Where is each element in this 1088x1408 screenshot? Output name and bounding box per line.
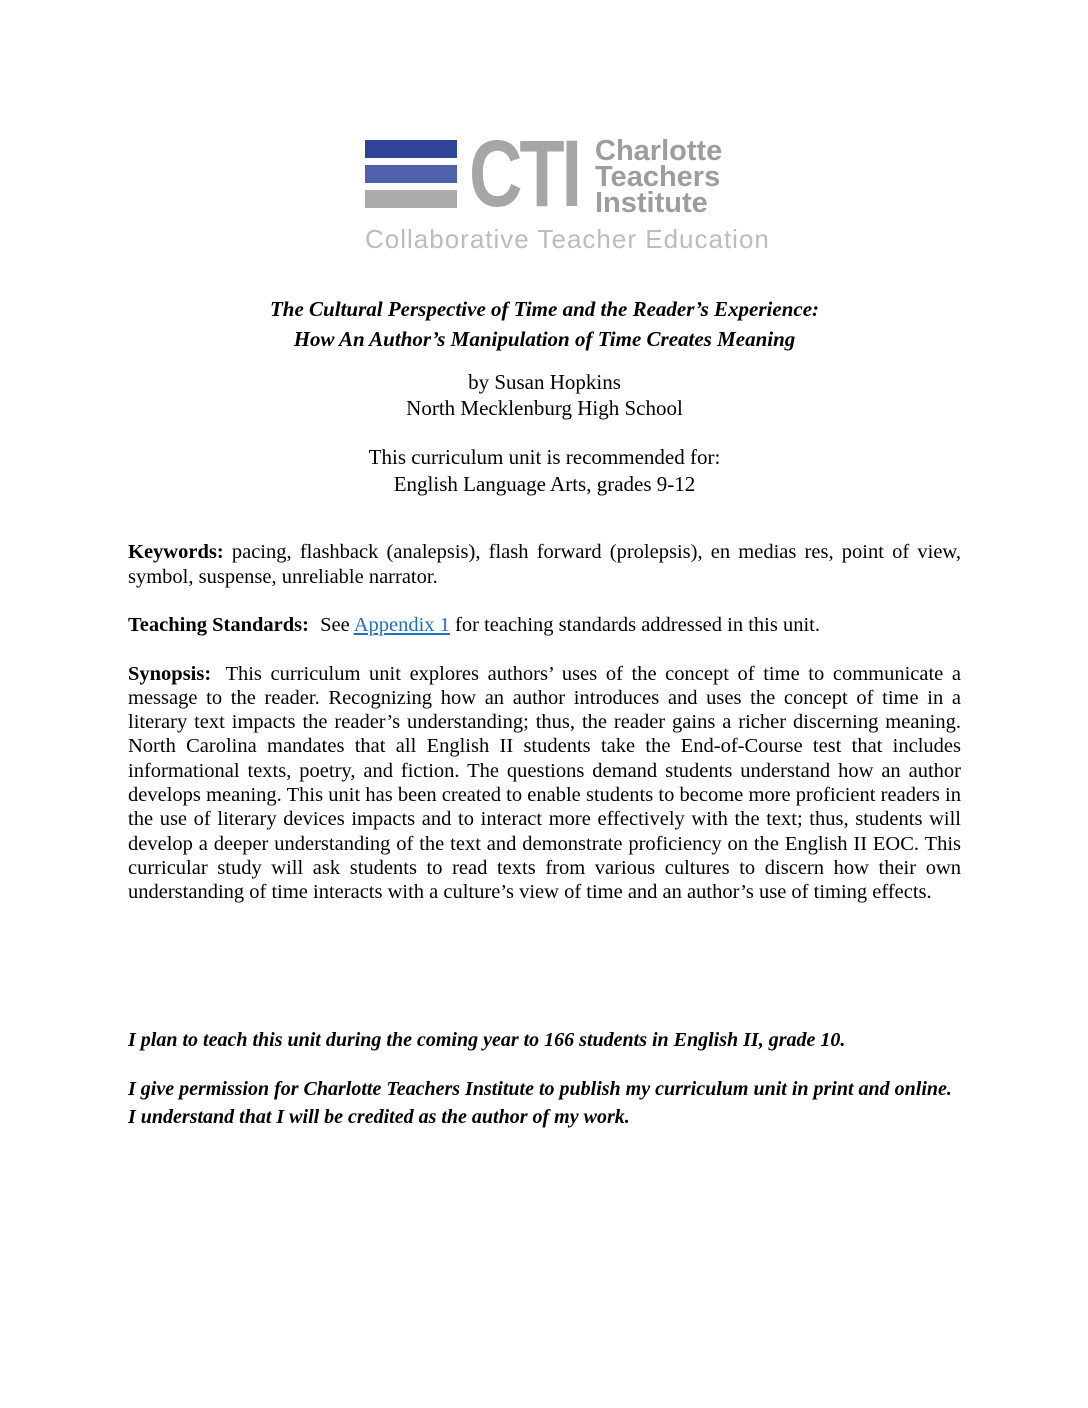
teaching-standards-label: Teaching Standards: [128, 613, 309, 636]
synopsis-text: This curriculum unit explores authors’ uses of the concept of time to communicate a message to the reader. Recognizing how an author introduces and uses the concept of time in a literary text impacts the reader’s understanding; thus, the reader gains a richer discerning meaning. North Carolina mandates that all English II students take the End-of-Course test that includes informational texts, poetry, and fiction. The questions demand students understand how an author develops meaning. This unit has been created to enable students to become more proficient readers in the use of literary devices impacts and to interact more effectively with the text; thus, students will develop a deeper understanding of the text and demonstrate proficiency on the English II EOC. This curricular study will ask students to read texts from various cultures to discern how their own understanding of time interacts with a culture’s view of time and an author’s use of timing effects. [128, 662, 961, 904]
recommendation-line2: English Language Arts, grades 9-12 [393, 472, 696, 496]
logo-acronym [469, 121, 589, 227]
recommendation [128, 444, 961, 498]
teaching-standards-paragraph [128, 613, 961, 638]
byline-author: by Susan Hopkins [468, 370, 621, 394]
appendix-1-link[interactable]: Appendix 1 [353, 613, 450, 636]
logo-org-name [595, 135, 723, 219]
permission-statement: I give permission for Charlotte Teachers Institute to publish my curriculum unit in print and online. I understand that I will be credited as the author of my work. [128, 1078, 952, 1128]
logo-bar-medium-blue [365, 165, 457, 183]
logo-bar-gray [365, 190, 457, 208]
logo-acronym-text: CTI [469, 121, 580, 227]
teaching-standards-post-link: for teaching standards addressed in this unit. [455, 613, 820, 636]
unit-title-line1: The Cultural Perspective of Time and the Reader’s Experience: [269, 297, 820, 321]
recommendation-line1: This curriculum unit is recommended for: [368, 445, 721, 469]
logo-org-name-line2: Teachers [595, 161, 721, 193]
keywords-paragraph [128, 540, 961, 590]
unit-title [128, 294, 961, 354]
logo-bar-dark-blue [365, 140, 457, 158]
synopsis-paragraph [128, 662, 961, 905]
teaching-standards-pre-link: See [320, 613, 350, 636]
byline-school: North Mecklenburg High School [406, 396, 683, 420]
synopsis-label: Synopsis: [128, 662, 212, 685]
logo-bars-icon [365, 140, 457, 215]
keywords-label: Keywords: [128, 540, 224, 563]
keywords-text: pacing, flashback (analepsis), flash forward (prolepsis), en medias res, point of view, symbol, suspense, unreliable narrator. [128, 540, 962, 588]
logo-org-name-line3: Institute [595, 187, 708, 219]
logo-tagline: Collaborative Teacher Education [365, 224, 770, 254]
cti-logo [365, 121, 770, 255]
unit-title-line2: How An Author’s Manipulation of Time Creates Meaning [293, 327, 796, 351]
logo-org-name-line1: Charlotte [595, 135, 723, 167]
teach-plan-statement: I plan to teach this unit during the coming year to 166 students in English II, grade 10. [128, 1029, 846, 1051]
byline [128, 369, 961, 421]
